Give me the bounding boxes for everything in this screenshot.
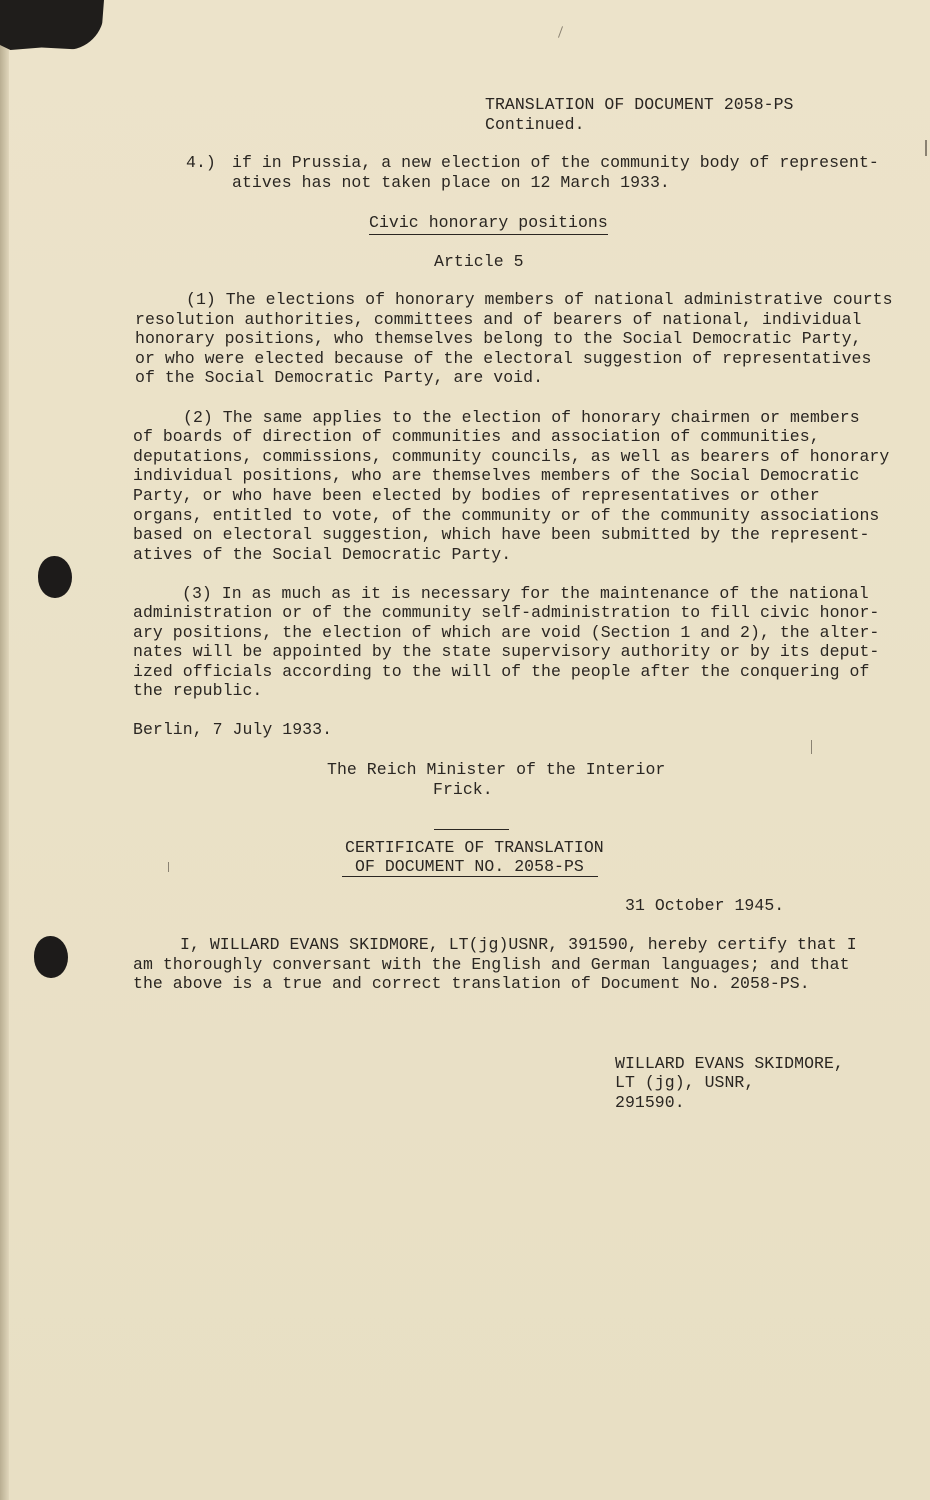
certificate-dashes-rule: [434, 829, 509, 830]
paper-mark: [925, 140, 927, 156]
item-4-number: 4.): [186, 153, 216, 172]
minister-name: Frick.: [433, 780, 493, 799]
punch-hole-lower: [34, 936, 68, 978]
place-date: Berlin, 7 July 1933.: [133, 720, 333, 739]
paragraph-3-line: ized officials according to the will of the people after the conquering of: [133, 662, 870, 681]
section-heading: Civic honorary positions: [369, 213, 608, 235]
paragraph-1-line: honorary positions, who themselves belong to the Social Democratic Party,: [135, 329, 862, 348]
signature-service-number: 291590.: [615, 1093, 685, 1112]
paragraph-1-line: or who were elected because of the electoral suggestion of representatives: [135, 349, 872, 368]
paragraph-3-line: (3) In as much as it is necessary for the maintenance of the national: [182, 584, 869, 603]
paragraph-2-line: deputations, commissions, community councils, as well as bearers of honorary: [133, 447, 890, 466]
paragraph-1-line: (1) The elections of honorary members of national administrative courts: [186, 290, 893, 309]
item-4-line: atives has not taken place on 12 March 1933.: [232, 173, 670, 192]
paragraph-2-line: atives of the Social Democratic Party.: [133, 545, 512, 564]
paragraph-2-line: of boards of direction of communities and association of communities,: [133, 427, 820, 446]
certificate-body-line: I, WILLARD EVANS SKIDMORE, LT(jg)USNR, 391590, hereby certify that I: [180, 935, 857, 954]
article-heading: Article 5: [434, 252, 524, 271]
paragraph-2-line: Party, or who have been elected by bodies of representatives or other: [133, 486, 820, 505]
document-header-continued: Continued.: [485, 115, 585, 134]
paragraph-1-line: resolution authorities, committees and of bearers of national, individual: [135, 310, 862, 329]
certificate-doc-number: OF DOCUMENT NO. 2058-PS: [355, 857, 584, 876]
certificate-body-line: am thoroughly conversant with the English and German languages; and that: [133, 955, 850, 974]
signature-name: WILLARD EVANS SKIDMORE,: [615, 1054, 844, 1073]
paragraph-2-line: individual positions, who are themselves members of the Social Democratic: [133, 466, 860, 485]
minister-title: The Reich Minister of the Interior: [327, 760, 666, 779]
paragraph-3-line: administration or of the community self-administration to fill civic honor-: [133, 603, 880, 622]
punch-hole-upper: [38, 556, 72, 598]
certificate-body-line: the above is a true and correct translation of Document No. 2058-PS.: [133, 974, 810, 993]
paragraph-2-line: (2) The same applies to the election of honorary chairmen or members: [183, 408, 860, 427]
paragraph-3-line: nates will be appointed by the state supervisory authority or by its deput-: [133, 642, 880, 661]
paragraph-3-line: the republic.: [133, 681, 263, 700]
certificate-title: CERTIFICATE OF TRANSLATION: [345, 838, 604, 857]
certificate-underline: [342, 876, 598, 877]
paragraph-1-line: of the Social Democratic Party, are void.: [135, 368, 544, 387]
page-edge: [0, 0, 9, 1500]
paper-mark: [811, 740, 812, 754]
paragraph-2-line: organs, entitled to vote, of the community or of the community associations: [133, 506, 880, 525]
corner-ink-blot: [0, 0, 104, 50]
paragraph-2-line: based on electoral suggestion, which have been submitted by the represent-: [133, 525, 870, 544]
item-4-line: if in Prussia, a new election of the community body of represent-: [232, 153, 879, 172]
certificate-date: 31 October 1945.: [625, 896, 785, 915]
paper-mark: [168, 862, 169, 872]
paragraph-3-line: ary positions, the election of which are void (Section 1 and 2), the alter-: [133, 623, 880, 642]
document-header-title: TRANSLATION OF DOCUMENT 2058-PS: [485, 95, 794, 114]
paper-mark: [558, 26, 563, 38]
signature-rank: LT (jg), USNR,: [615, 1073, 755, 1092]
